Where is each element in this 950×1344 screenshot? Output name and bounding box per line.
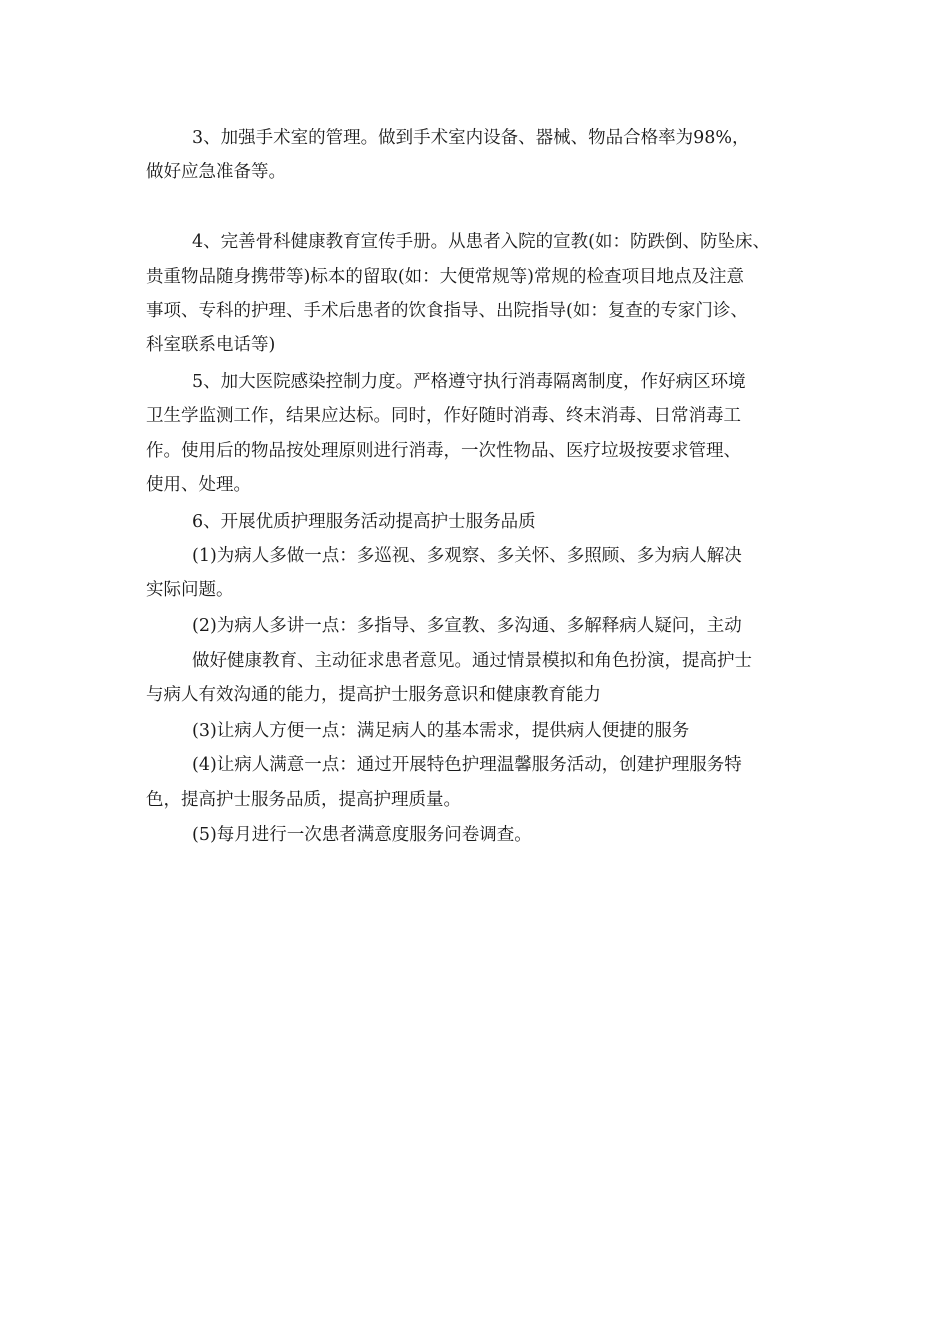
text-line: 做好健康教育、主动征求患者意见。通过情景模拟和角色扮演，提高护士	[192, 651, 752, 671]
text-line: 贵重物品随身携带等)标本的留取(如：大便常规等)常规的检查项目地点及注意	[146, 267, 744, 287]
text-line: (1)为病人多做一点：多巡视、多观察、多关怀、多照顾、多为病人解决	[192, 546, 742, 566]
text-line: 6、开展优质护理服务活动提高护士服务品质	[192, 512, 536, 532]
text-line: 事项、专科的护理、手术后患者的饮食指导、出院指导(如：复查的专家门诊、	[146, 301, 748, 321]
text-line: 实际问题。	[146, 580, 234, 600]
text-line: 色，提高护士服务品质，提高护理质量。	[146, 790, 461, 810]
text-line: (5)每月进行一次患者满意度服务问卷调查。	[192, 825, 532, 845]
text-line: 4、完善骨科健康教育宣传手册。从患者入院的宣教(如：防跌倒、防坠床、	[192, 232, 770, 252]
text-line: 卫生学监测工作，结果应达标。同时，作好随时消毒、终末消毒、日常消毒工	[146, 406, 741, 426]
text-line: 5、加大医院感染控制力度。严格遵守执行消毒隔离制度，作好病区环境	[192, 372, 746, 392]
text-line: (2)为病人多讲一点：多指导、多宣教、多沟通、多解释病人疑问，主动	[192, 616, 742, 636]
text-line: 做好应急准备等。	[146, 162, 286, 182]
text-line: (4)让病人满意一点：通过开展特色护理温馨服务活动，创建护理服务特	[192, 755, 742, 775]
text-line: 使用、处理。	[146, 475, 251, 495]
text-line: 科室联系电话等)	[146, 335, 276, 355]
text-line: 作。使用后的物品按处理原则进行消毒，一次性物品、医疗垃圾按要求管理、	[146, 441, 741, 461]
text-line: (3)让病人方便一点：满足病人的基本需求，提供病人便捷的服务	[192, 721, 690, 741]
text-line: 与病人有效沟通的能力，提高护士服务意识和健康教育能力	[146, 685, 601, 705]
text-line: 3、加强手术室的管理。做到手术室内设备、器械、物品合格率为98%，	[192, 128, 750, 148]
